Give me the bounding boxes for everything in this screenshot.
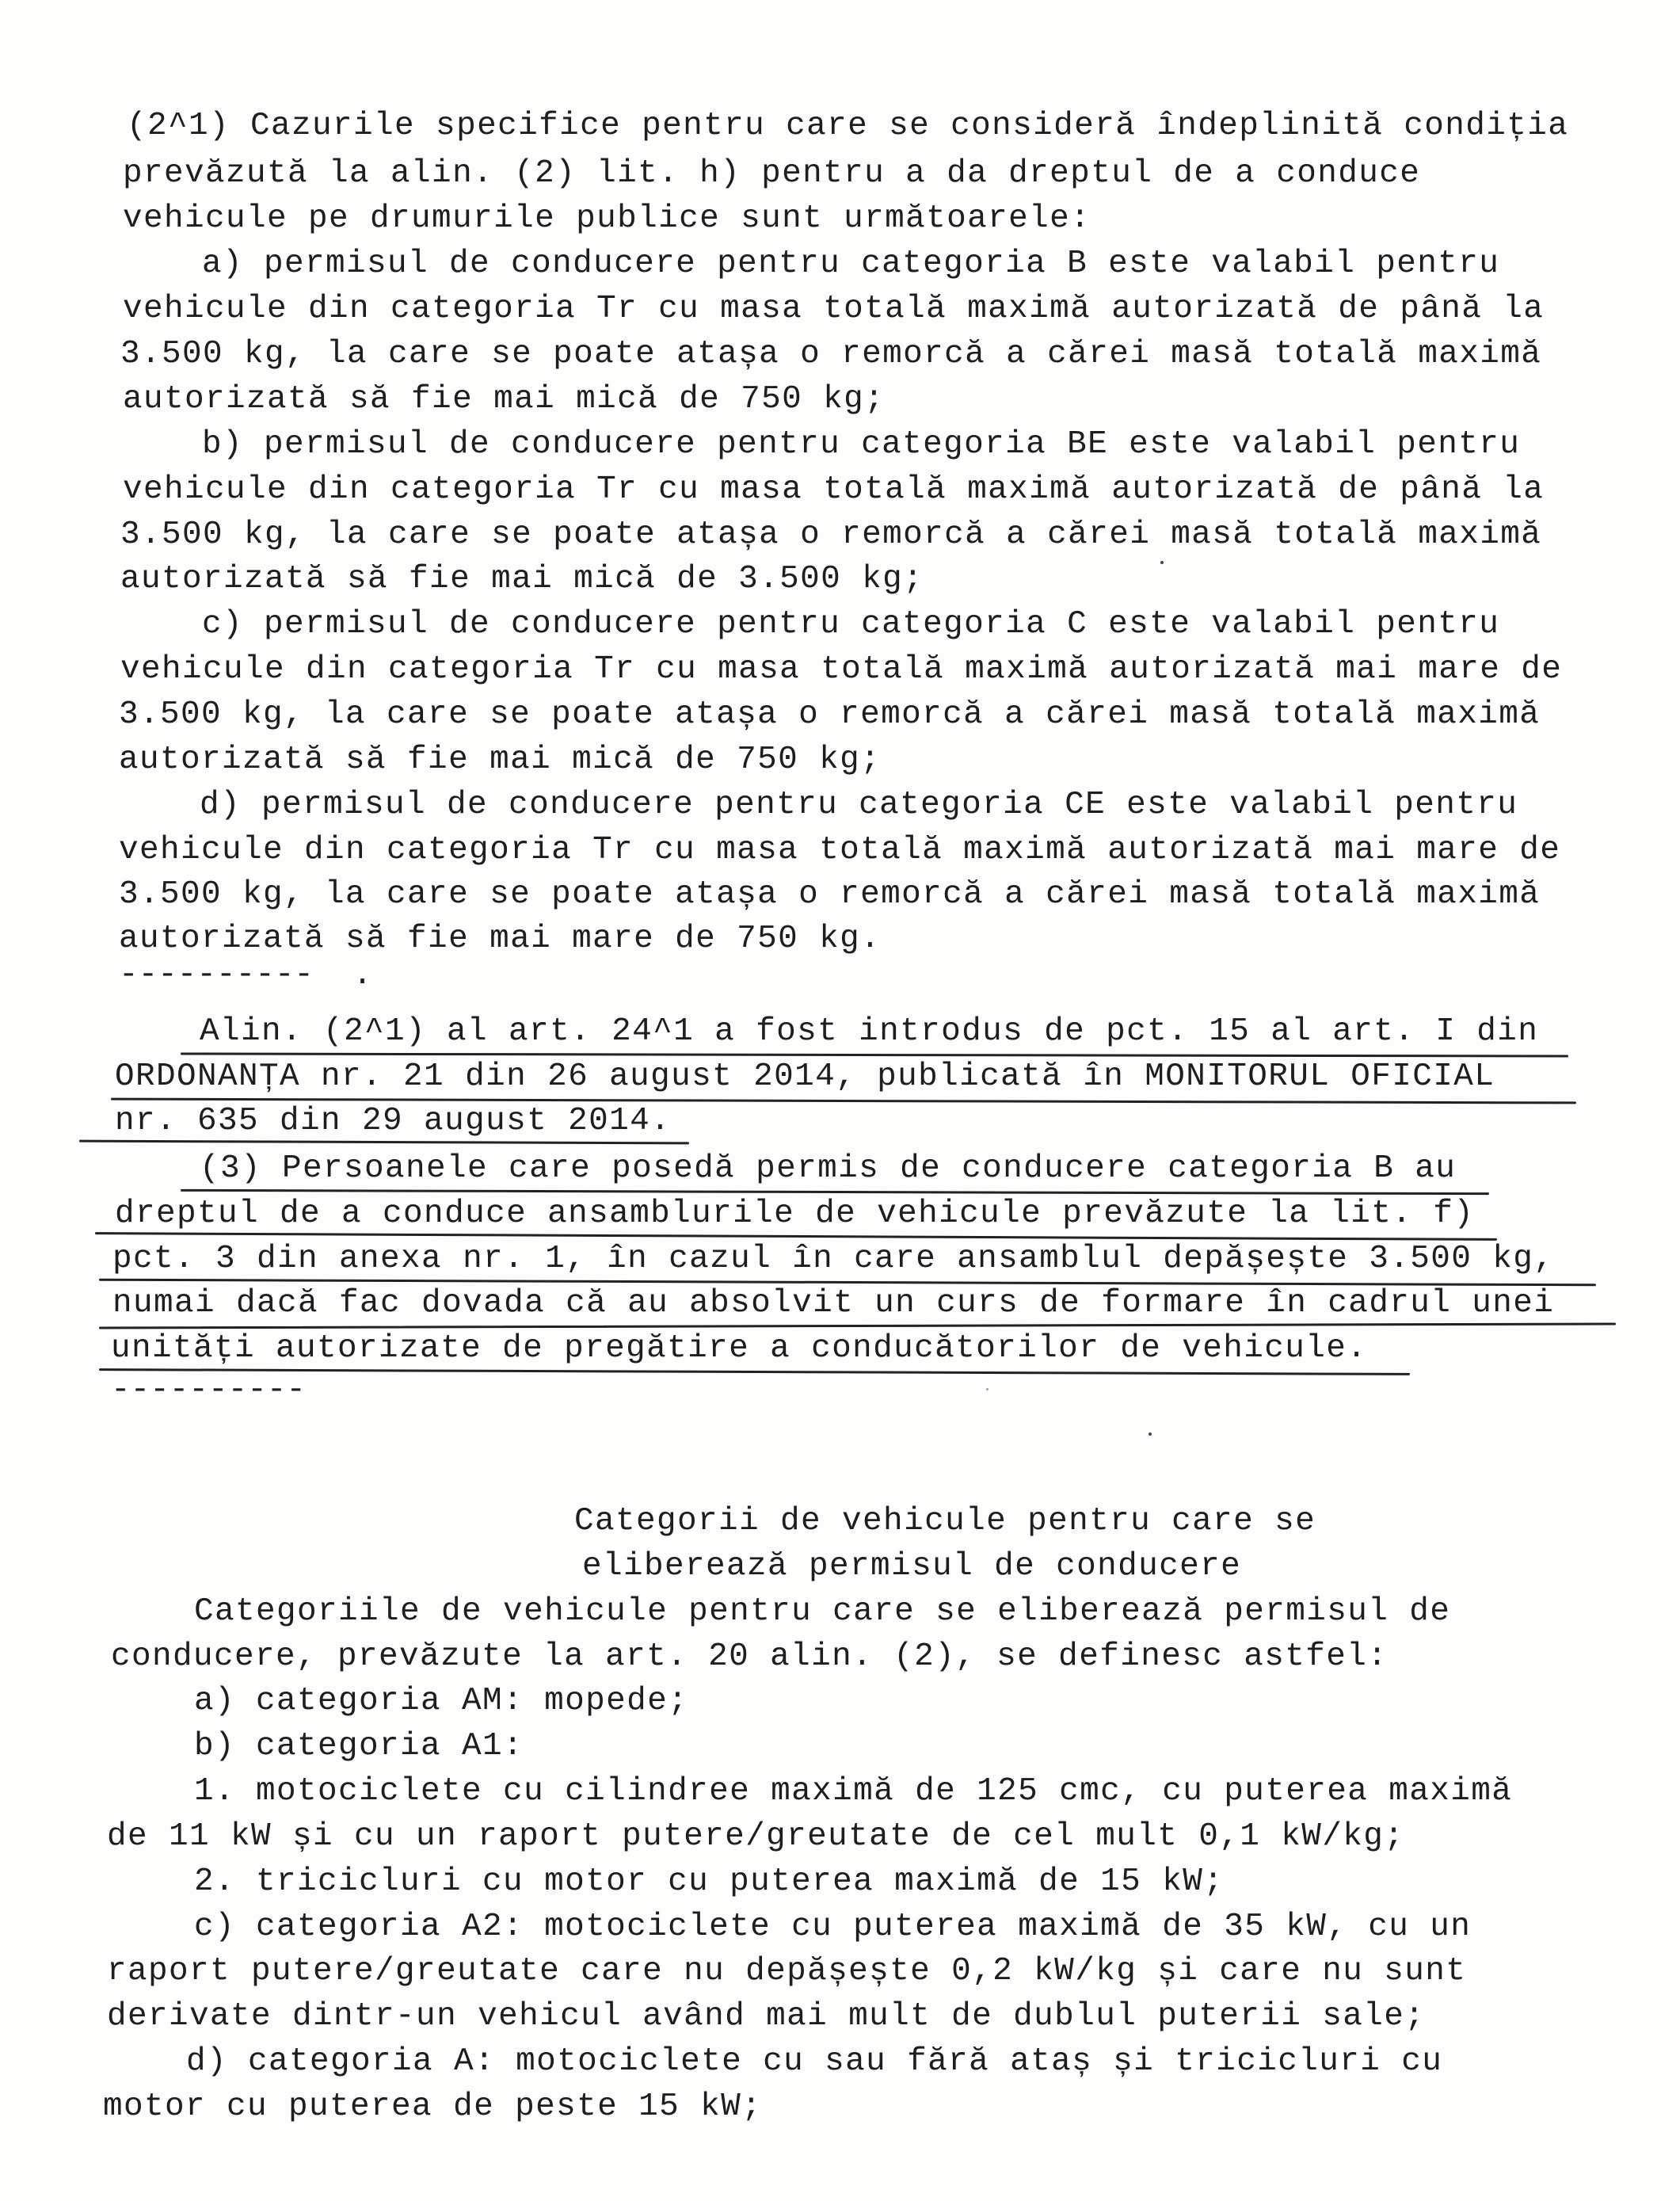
item-a-line-4: autorizată să fie mai mică de 750 kg; <box>123 381 886 418</box>
item-a-line-1: a) permisul de conducere pentru categoria B este valabil pentru <box>202 246 1500 282</box>
item-b-line-4: autorizată să fie mai mică de 3.500 kg; <box>120 561 924 597</box>
section-2-1-line-2: prevăzută la alin. (2) lit. h) pentru a da dreptul de a conduce <box>123 155 1421 192</box>
item-d-line-1: d) permisul de conducere pentru categoria CE este valabil pentru <box>200 787 1518 823</box>
item-b-line-1: b) permisul de conducere pentru categoria BE este valabil pentru <box>202 426 1521 463</box>
item-d-line-4: autorizată să fie mai mare de 750 kg. <box>119 921 882 957</box>
annex-body-line-2: conducere, prevăzute la art. 20 alin. (2), se definesc astfel: <box>111 1638 1389 1675</box>
annex-body-line-3: a) categoria AM: mopede; <box>194 1683 689 1719</box>
item-a-line-3: 3.500 kg, la care se poate atașa o remorcă a cărei masă totală maximă <box>120 336 1542 372</box>
scan-speck <box>986 1388 989 1390</box>
annex-body-line-10: derivate dintr-un vehicul având mai mult de dublul puterii sale; <box>107 1998 1426 2035</box>
section-2-1-line-1: (2^1) Cazurile specifice pentru care se consideră îndeplinită condiția <box>127 108 1569 144</box>
amendment-note-line-3: nr. 635 din 29 august 2014. <box>115 1103 672 1139</box>
item-c-line-1: c) permisul de conducere pentru categoria C este valabil pentru <box>202 606 1500 643</box>
amendment-note-line-2: ORDONANȚA nr. 21 din 26 august 2014, publicată în MONITORUL OFICIAL <box>115 1059 1495 1095</box>
annex-title-line-1: Categorii de vehicule pentru care se <box>574 1503 1316 1539</box>
annex-body-line-12: motor cu puterea de peste 15 kW; <box>103 2088 763 2125</box>
annex-body-line-1: Categoriile de vehicule pentru care se eliberează permisul de <box>194 1593 1451 1630</box>
section-3-line-1: (3) Persoanele care posedă permis de conducere categoria B au <box>200 1150 1457 1187</box>
item-b-line-3: 3.500 kg, la care se poate atașa o remorcă a cărei masă totală maximă <box>120 517 1542 553</box>
item-c-line-2: vehicule din categoria Tr cu masa totală maximă autorizată mai mare de <box>120 651 1563 688</box>
section-2-1-line-3: vehicule pe drumurile publice sunt următoarele: <box>123 200 1091 237</box>
annex-body-line-5: 1. motociclete cu cilindree maximă de 125 cmc, cu puterea maximă <box>194 1773 1513 1810</box>
separator-dashes: ---------- <box>111 1372 307 1409</box>
item-a-line-2: vehicule din categoria Tr cu masa totală maximă autorizată de până la <box>123 291 1545 327</box>
separator-dashes: ---------- . <box>119 957 372 994</box>
section-3-line-2: dreptul de a conduce ansamblurile de vehicule prevăzute la lit. f) <box>115 1196 1475 1232</box>
item-c-line-4: autorizată să fie mai mică de 750 kg; <box>119 742 882 778</box>
section-3-line-3: pct. 3 din anexa nr. 1, în cazul în care ansamblul depășește 3.500 kg, <box>112 1241 1555 1277</box>
item-c-line-3: 3.500 kg, la care se poate atașa o remorcă a cărei masă totală maximă <box>119 696 1541 733</box>
item-d-line-2: vehicule din categoria Tr cu masa totală maximă autorizată mai mare de <box>119 832 1561 868</box>
item-b-line-2: vehicule din categoria Tr cu masa totală maximă autorizată de până la <box>123 471 1545 508</box>
amendment-note-line-1: Alin. (2^1) al art. 24^1 a fost introdus de pct. 15 al art. I din <box>200 1013 1539 1050</box>
scan-speck <box>1160 561 1164 564</box>
annex-body-line-6: de 11 kW și cu un raport putere/greutate de cel mult 0,1 kW/kg; <box>107 1818 1405 1855</box>
scan-speck <box>1149 1432 1152 1436</box>
annex-body-line-9: raport putere/greutate care nu depășește 0,2 kW/kg și care nu sunt <box>107 1953 1467 1989</box>
annex-body-line-4: b) categoria A1: <box>194 1728 524 1764</box>
section-3-line-4: numai dacă fac dovada că au absolvit un curs de formare în cadrul unei <box>112 1285 1555 1322</box>
annex-body-line-7: 2. tricicluri cu motor cu puterea maximă de 15 kW; <box>194 1863 1225 1900</box>
section-3-line-5: unități autorizate de pregătire a conducătorilor de vehicule. <box>111 1330 1368 1367</box>
annex-body-line-8: c) categoria A2: motociclete cu puterea maximă de 35 kW, cu un <box>194 1909 1472 1945</box>
annex-title-line-2: eliberează permisul de conducere <box>582 1548 1242 1585</box>
annex-body-line-11: d) categoria A: motociclete cu sau fără ataș și tricicluri cu <box>186 2043 1443 2080</box>
item-d-line-3: 3.500 kg, la care se poate atașa o remorcă a cărei masă totală maximă <box>119 876 1541 913</box>
